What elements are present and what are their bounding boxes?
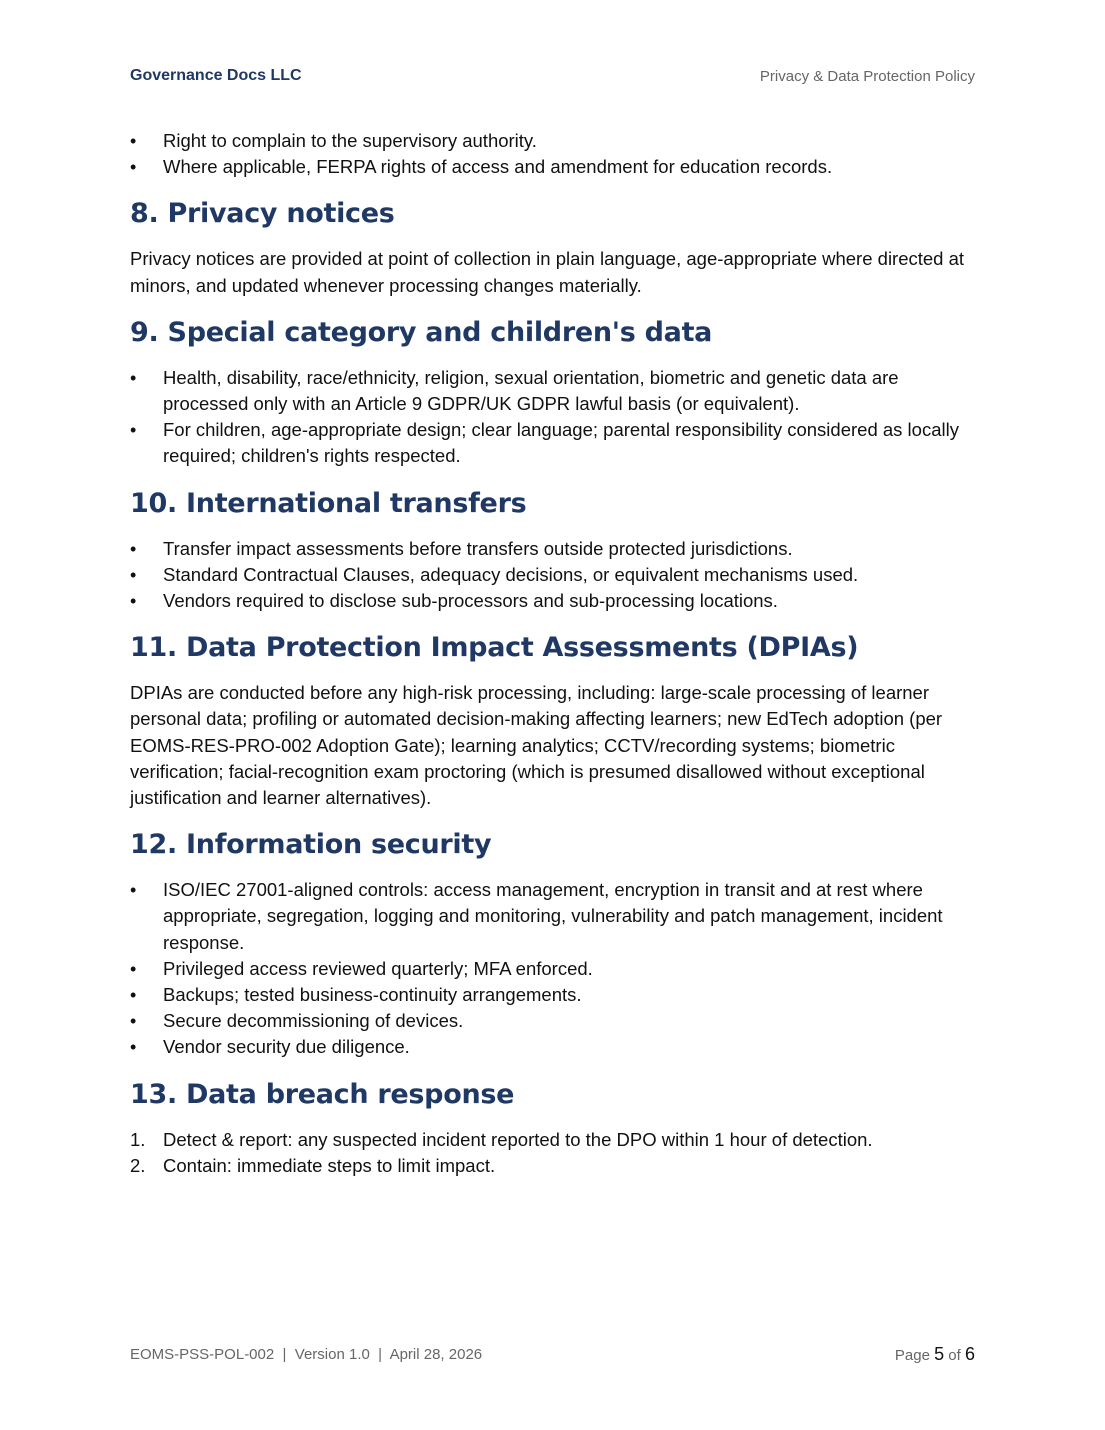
company-name: Governance Docs LLC: [130, 67, 302, 84]
list-item-text: Contain: immediate steps to limit impact.: [163, 1154, 496, 1176]
page-header: [130, 64, 975, 88]
page-content: [130, 128, 975, 1179]
section-heading-12: 12. Information security: [130, 829, 492, 861]
section-9-list: [130, 365, 975, 470]
list-item: • Health, disability, race/ethnicity, religion, sexual orientation, biometric and genetic data are processed only with an Article 9 GDPR/UK GDPR lawful basis (or equivalent).: [130, 365, 975, 417]
section-11-paragraph: DPIAs are conducted before any high-risk processing, including: large-scale processing of learner personal data; profiling or automated decision-making affecting learners; new EdTech adoption (per EOMS-RES-PRO-002 Adoption Gate); learning analytics; CCTV/recording systems; biometric verification; facial-recognition exam proctoring (which is presumed disallowed without exceptional justification and learner alternatives).: [130, 682, 943, 809]
section-8-paragraph: Privacy notices are provided at point of collection in plain language, age-appropriate where directed at minors, and updated whenever processing changes materially.: [130, 248, 965, 296]
section-heading-13: 13. Data breach response: [130, 1078, 515, 1110]
list-item: • For children, age-appropriate design; clear language; parental responsibility considered as locally required; children's rights respected.: [130, 417, 975, 469]
section-heading-9: 9. Special category and children's data: [130, 316, 713, 348]
list-item: • Backups; tested business-continuity arrangements.: [130, 982, 975, 1008]
section-12-list: [130, 877, 975, 1060]
section-10-list: [130, 536, 975, 615]
list-item: [130, 1153, 975, 1179]
intro-bullet-list: [130, 128, 975, 180]
list-number: 2.: [130, 1154, 146, 1176]
list-item-text: Detect & report: any suspected incident reported to the DPO within 1 hour of detection.: [163, 1128, 873, 1150]
total-pages-number: 6: [964, 1343, 975, 1364]
list-item: • ISO/IEC 27001-aligned controls: access management, encryption in transit and at rest where appropriate, segregation, logging and monitoring, vulnerability and patch management, incident response.: [130, 877, 975, 956]
list-item: • Vendor security due diligence.: [130, 1034, 975, 1060]
section-heading-11: 11. Data Protection Impact Assessments (DPIAs): [130, 632, 859, 664]
of-label: of: [948, 1346, 961, 1364]
list-item: • Vendors required to disclose sub-processors and sub-processing locations.: [130, 588, 975, 614]
list-item: • Privileged access reviewed quarterly; MFA enforced.: [130, 956, 975, 982]
document-info: EOMS-PSS-POL-002 | Version 1.0 | April 28, 2026: [130, 1345, 483, 1363]
section-heading-10: 10. International transfers: [130, 487, 527, 519]
list-number: 1.: [130, 1128, 146, 1150]
list-item: • Transfer impact assessments before transfers outside protected jurisdictions.: [130, 536, 975, 562]
list-item: [130, 1127, 975, 1153]
page-footer: [130, 1342, 975, 1366]
list-item: • Right to complain to the supervisory authority.: [130, 128, 975, 154]
list-item: • Standard Contractual Clauses, adequacy decisions, or equivalent mechanisms used.: [130, 562, 975, 588]
page-indicator: [895, 1344, 975, 1365]
list-item: • Secure decommissioning of devices.: [130, 1008, 975, 1034]
page-label: Page: [894, 1346, 930, 1364]
document-title: Privacy & Data Protection Policy: [759, 67, 975, 85]
list-item: • Where applicable, FERPA rights of access and amendment for education records.: [130, 154, 975, 180]
section-heading-8: 8. Privacy notices: [130, 198, 395, 230]
section-13-numbered-list: [130, 1127, 975, 1179]
current-page-number: 5: [934, 1343, 945, 1364]
